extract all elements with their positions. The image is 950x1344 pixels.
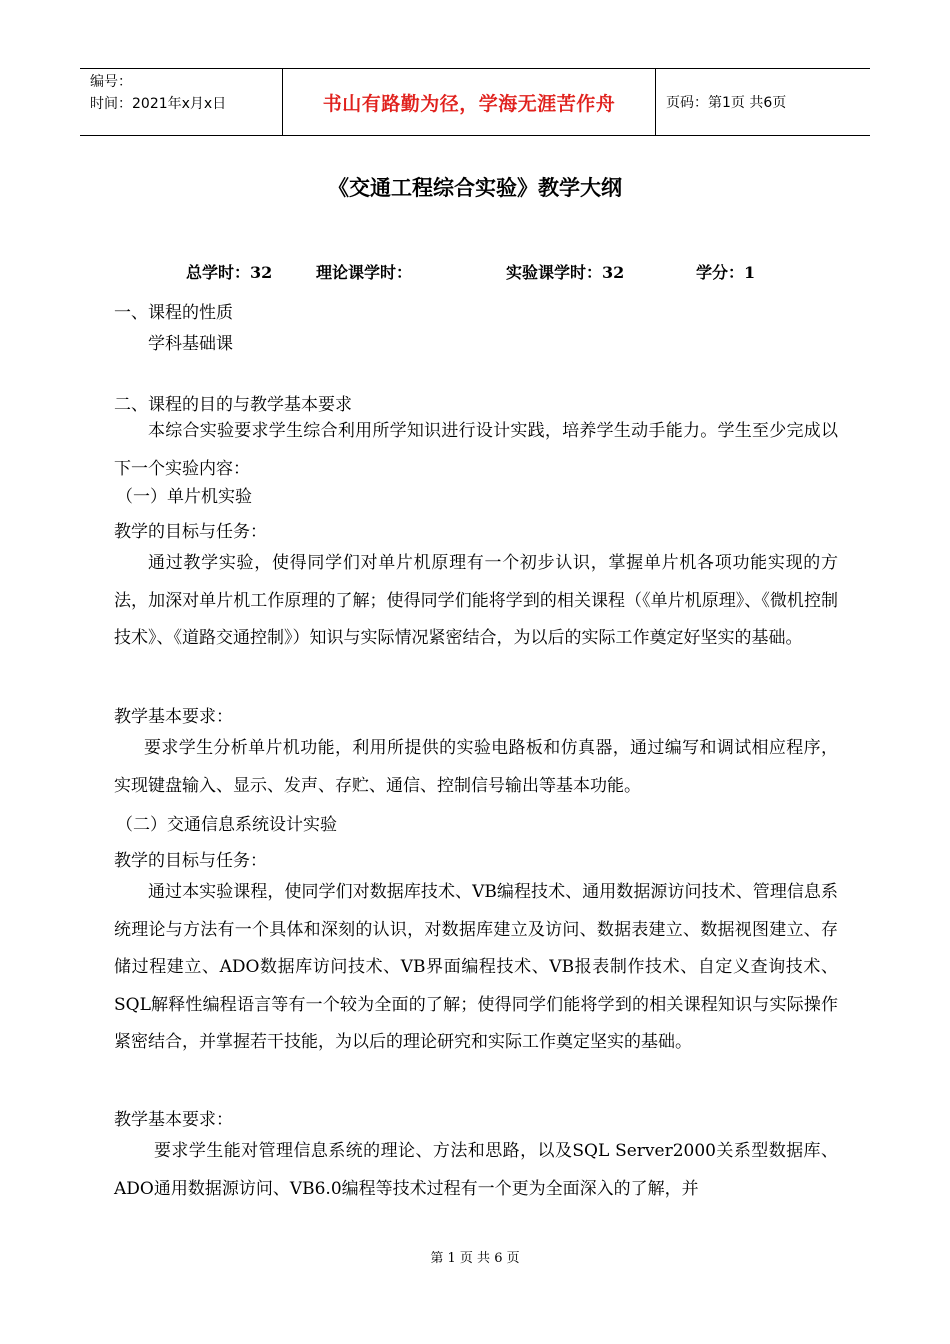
experiment-2-req-label: 教学基本要求： — [114, 1110, 233, 1130]
experiment-1-req-text: 要求学生分析单片机功能，利用所提供的实验电路板和仿真器，通过编写和调试相应程序，实现键盘输入、显示、发声、存贮、通信、控制信号输出等基本功能。 — [114, 738, 838, 796]
motto: 书山有路勤为径，学海无涯苦作舟 — [322, 92, 616, 115]
experiment-2-req-text: 要求学生能对管理信息系统的理论、方法和思路，以及SQL Server2000关系型数据库、ADO通用数据源访问、VB6.0编程等技术过程有一个更为全面深入的了解，并 — [114, 1141, 838, 1199]
section-1-text: 学科基础课 — [148, 334, 233, 354]
section-2-heading: 二、课程的目的与教学基本要求 — [114, 395, 352, 415]
experiment-2-goal-label: 教学的目标与任务： — [114, 851, 267, 871]
section-1-heading: 一、课程的性质 — [114, 303, 233, 323]
page-footer: 第 1 页 共 6 页 — [430, 1251, 520, 1266]
lab-hours: 实验课学时：32 — [506, 263, 625, 282]
total-hours: 总学时：32 — [186, 263, 273, 282]
header-motto-cell — [282, 69, 656, 135]
page-code: 页码：第1页 共6页 — [666, 95, 787, 111]
page-header — [80, 68, 870, 136]
experiment-2-goal-text: 通过本实验课程，使同学们对数据库技术、VB编程技术、通用数据源访问技术、管理信息系统理论与方法有一个具体和深刻的认识，对数据库建立及访问、数据表建立、数据视图建立、存储过程建立、ADO数据库访问技术、VB界面编程技术、VB报表制作技术、自定义查询技术、SQL解释性编程语言等有一个较为全面的了解；使得同学们能将学到的相关课程知识与实际操作紧密结合，并掌握若干技能，为以后的理论研究和实际工作奠定坚实的基础。 — [114, 882, 838, 1052]
experiment-1-heading: （一）单片机实验 — [116, 487, 252, 507]
experiment-1-goal-label: 教学的目标与任务： — [114, 522, 267, 542]
serial-label: 编号： — [90, 74, 132, 90]
header-page-code-cell — [656, 69, 870, 135]
theory-hours: 理论课学时： — [316, 263, 413, 282]
credit: 学分：1 — [696, 263, 756, 282]
experiment-2-heading: （二）交通信息系统设计实验 — [116, 815, 337, 835]
experiment-1-req-label: 教学基本要求： — [114, 707, 233, 727]
section-2-intro: 本综合实验要求学生综合利用所学知识进行设计实践，培养学生动手能力。学生至少完成以下一个实验内容： — [114, 421, 838, 479]
experiment-1-goal-text: 通过教学实验，使得同学们对单片机原理有一个初步认识，掌握单片机各项功能实现的方法，加深对单片机工作原理的了解；使得同学们能将学到的相关课程（《单片机原理》、《微机控制技术》、《道路交通控制》）知识与实际情况紧密结合，为以后的实际工作奠定好坚实的基础。 — [114, 553, 838, 648]
date-label: 时间：2021年x月x日 — [90, 96, 227, 112]
header-meta — [80, 69, 282, 135]
document-title: 《交通工程综合实验》教学大纲 — [328, 175, 622, 200]
